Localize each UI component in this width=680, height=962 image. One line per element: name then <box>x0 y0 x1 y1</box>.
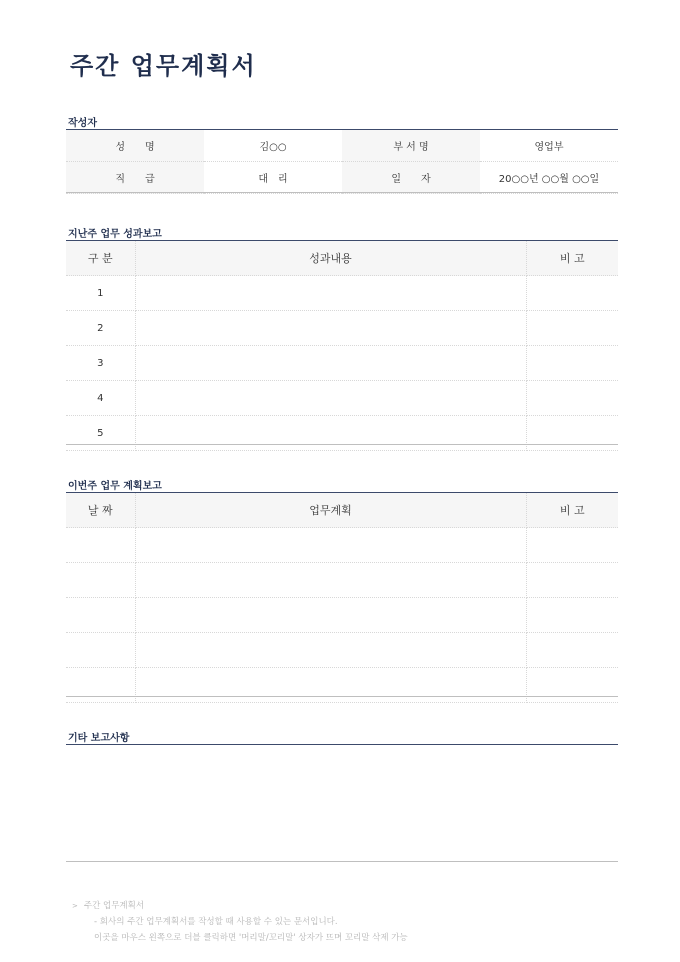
table-row <box>66 311 618 346</box>
last-week-table-bottom-rule <box>66 444 618 445</box>
remarks-header: 비 고 <box>526 241 618 276</box>
performance-cell[interactable] <box>135 346 526 381</box>
rank-value[interactable]: 대 리 <box>204 162 342 194</box>
row-number: 2 <box>66 311 135 346</box>
this-week-table <box>66 493 618 703</box>
name-label: 성 명 <box>66 130 204 162</box>
last-week-section-title: 지난주 업무 성과보고 <box>68 229 162 240</box>
date-label: 일 자 <box>342 162 480 194</box>
remarks-cell[interactable] <box>526 633 618 668</box>
department-label: 부 서 명 <box>342 130 480 162</box>
author-section-title: 작성자 <box>68 118 97 129</box>
date-cell[interactable] <box>66 633 135 668</box>
table-row <box>66 162 618 194</box>
remarks-cell[interactable] <box>526 346 618 381</box>
remarks-cell[interactable] <box>526 311 618 346</box>
name-value[interactable]: 김○○ <box>204 130 342 162</box>
remarks-cell[interactable] <box>526 668 618 703</box>
table-row <box>66 528 618 563</box>
table-row <box>66 130 618 162</box>
remarks-header: 비 고 <box>526 493 618 528</box>
date-cell[interactable] <box>66 563 135 598</box>
table-row <box>66 416 618 451</box>
performance-cell[interactable] <box>135 416 526 451</box>
date-cell[interactable] <box>66 668 135 703</box>
table-row <box>66 563 618 598</box>
other-section-title: 기타 보고사항 <box>68 733 130 744</box>
footnote-line3: 이곳을 마우스 왼쪽으로 더블 클릭하면 '머리말/꼬리말' 상자가 뜨며 꼬리말 삭제 가능 <box>94 933 408 943</box>
remarks-cell[interactable] <box>526 381 618 416</box>
last-week-table <box>66 241 618 451</box>
table-row <box>66 633 618 668</box>
row-number: 4 <box>66 381 135 416</box>
plan-header: 업무계획 <box>135 493 526 528</box>
performance-cell[interactable] <box>135 381 526 416</box>
table-header-row <box>66 241 618 276</box>
chevron-right-icon: > <box>72 902 78 910</box>
remarks-cell[interactable] <box>526 528 618 563</box>
this-week-section-title: 이번주 업무 계획보고 <box>68 481 162 492</box>
remarks-cell[interactable] <box>526 598 618 633</box>
plan-cell[interactable] <box>135 633 526 668</box>
date-header: 날 짜 <box>66 493 135 528</box>
row-number: 3 <box>66 346 135 381</box>
footnote-line1: > 주간 업무계획서 <box>72 901 145 911</box>
remarks-cell[interactable] <box>526 563 618 598</box>
other-section-bottom-rule <box>66 861 618 862</box>
performance-cell[interactable] <box>135 276 526 311</box>
table-row <box>66 598 618 633</box>
plan-cell[interactable] <box>135 528 526 563</box>
department-value[interactable]: 영업부 <box>480 130 618 162</box>
plan-cell[interactable] <box>135 563 526 598</box>
row-number: 5 <box>66 416 135 451</box>
table-row <box>66 346 618 381</box>
table-row <box>66 276 618 311</box>
plan-cell[interactable] <box>135 668 526 703</box>
remarks-cell[interactable] <box>526 416 618 451</box>
remarks-cell[interactable] <box>526 276 618 311</box>
table-header-row <box>66 493 618 528</box>
page-title: 주간 업무계획서 <box>70 52 257 80</box>
date-cell[interactable] <box>66 528 135 563</box>
author-table-bottom-rule <box>66 192 618 193</box>
table-row <box>66 668 618 703</box>
category-header: 구 분 <box>66 241 135 276</box>
rank-label: 직 급 <box>66 162 204 194</box>
this-week-table-bottom-rule <box>66 696 618 697</box>
other-reports-area[interactable] <box>66 746 618 860</box>
performance-cell[interactable] <box>135 311 526 346</box>
date-cell[interactable] <box>66 598 135 633</box>
row-number: 1 <box>66 276 135 311</box>
table-row <box>66 381 618 416</box>
performance-header: 성과내용 <box>135 241 526 276</box>
other-section-rule <box>66 744 618 745</box>
footnote-line2: - 회사의 주간 업무계획서를 작성할 때 사용할 수 있는 문서입니다. <box>94 917 338 927</box>
plan-cell[interactable] <box>135 598 526 633</box>
author-table <box>66 130 618 194</box>
date-value[interactable]: 20○○년 ○○월 ○○일 <box>480 162 618 194</box>
